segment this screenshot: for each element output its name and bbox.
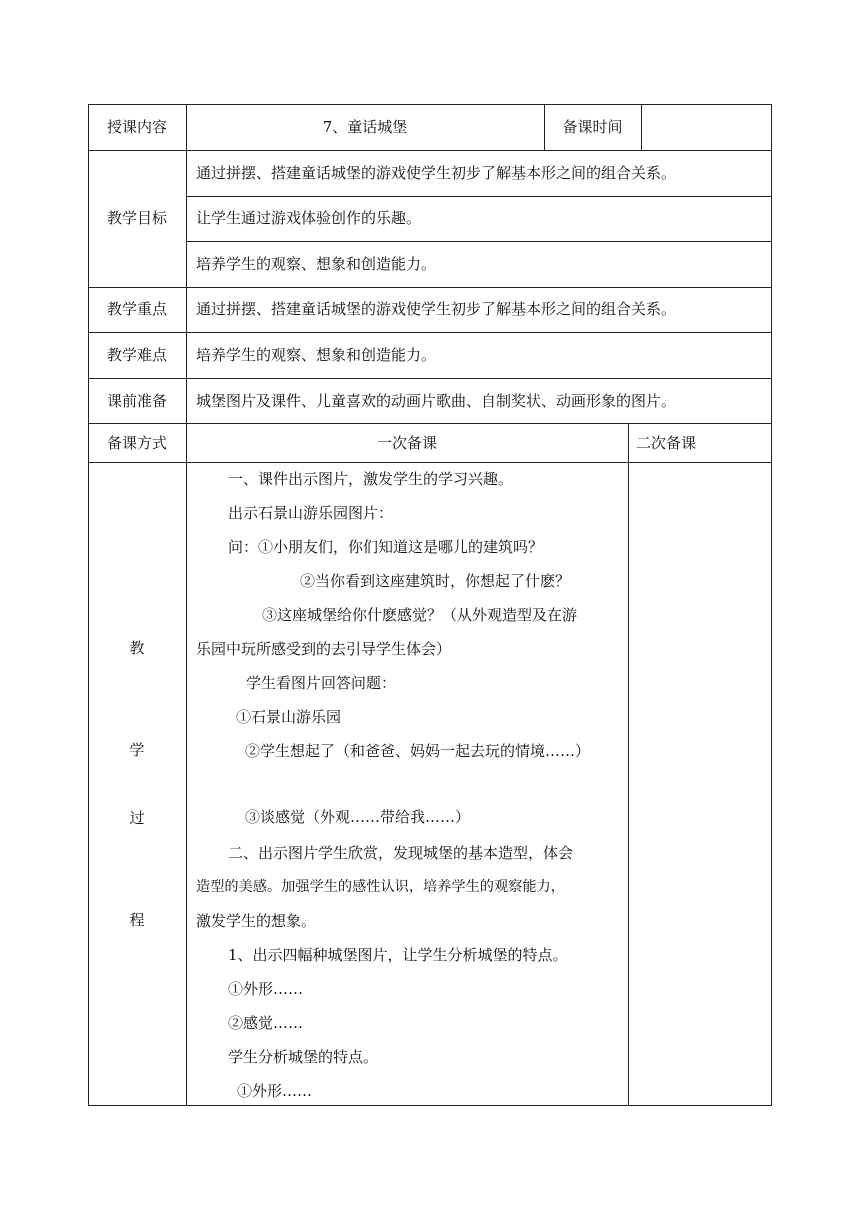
subject-label: 授课内容	[106, 118, 167, 136]
preparation-label: 课前准备	[106, 392, 167, 410]
process-line: ③谈感觉（外观……带给我……）	[245, 808, 471, 826]
objectives-label: 教学目标	[106, 209, 167, 227]
key-points-label: 教学重点	[106, 300, 167, 318]
prep-time-label: 备课时间	[562, 118, 623, 136]
process-line: 问：①小朋友们，你们知道这是哪儿的建筑吗？	[228, 538, 544, 556]
row-divider	[88, 378, 772, 379]
process-line: 二、出示图片学生欣赏，发现城堡的基本造型，体会	[228, 844, 574, 862]
row-divider	[186, 196, 772, 197]
process-label-char: 程	[129, 911, 145, 929]
column-divider	[641, 104, 642, 150]
row-divider	[186, 241, 772, 242]
row-divider	[88, 462, 772, 463]
row-divider	[88, 423, 772, 424]
preparation-value: 城堡图片及课件、儿童喜欢的动画片歌曲、自制奖状、动画形象的图片。	[196, 392, 677, 410]
first-prep-header: 一次备课	[376, 434, 437, 452]
objective-item: 通过拼摆、搭建童话城堡的游戏使学生初步了解基本形之间的组合关系。	[196, 164, 677, 182]
column-divider	[628, 423, 629, 1106]
process-label-char: 教	[129, 639, 145, 657]
process-line: ①外形……	[237, 1082, 313, 1100]
process-label-char: 过	[129, 809, 145, 827]
difficulties-value: 培养学生的观察、想象和创造能力。	[196, 346, 437, 364]
row-divider	[88, 150, 772, 151]
process-line: ②学生想起了（和爸爸、妈妈一起去玩的情境……）	[245, 742, 591, 760]
process-line: ②感觉……	[228, 1014, 304, 1032]
process-line: 1、出示四幅种城堡图片，让学生分析城堡的特点。	[228, 946, 568, 964]
row-divider	[88, 332, 772, 333]
process-line: 造型的美感。加强学生的感性认识，培养学生的观察能力，	[196, 879, 565, 895]
process-line: ③这座城堡给你什麽感觉？（从外观造型及在游	[262, 606, 578, 624]
process-line: 学生分析城堡的特点。	[228, 1048, 379, 1066]
objective-item: 让学生通过游戏体验创作的乐趣。	[196, 209, 422, 227]
subject-value: 7、童话城堡	[322, 118, 408, 136]
process-line: 出示石景山游乐园图片：	[228, 504, 394, 522]
objective-item: 培养学生的观察、想象和创造能力。	[196, 255, 437, 273]
process-line: ②当你看到这座建筑时，你想起了什麽？	[300, 572, 571, 590]
process-line: ①外形……	[228, 980, 304, 998]
key-points-value: 通过拼摆、搭建童话城堡的游戏使学生初步了解基本形之间的组合关系。	[196, 300, 677, 318]
process-line: 乐园中玩所感受到的去引导学生体会）	[196, 640, 452, 658]
row-divider	[88, 287, 772, 288]
process-line: 一、课件出示图片，激发学生的学习兴趣。	[228, 470, 514, 488]
process-line: 学生看图片回答问题：	[246, 674, 397, 692]
process-line: 激发学生的想象。	[196, 912, 317, 930]
process-line: ①石景山游乐园	[236, 708, 342, 726]
difficulties-label: 教学难点	[106, 346, 167, 364]
process-label-char: 学	[129, 741, 145, 759]
method-label: 备课方式	[106, 434, 167, 452]
column-divider	[186, 104, 187, 1106]
second-prep-header: 二次备课	[636, 434, 697, 452]
